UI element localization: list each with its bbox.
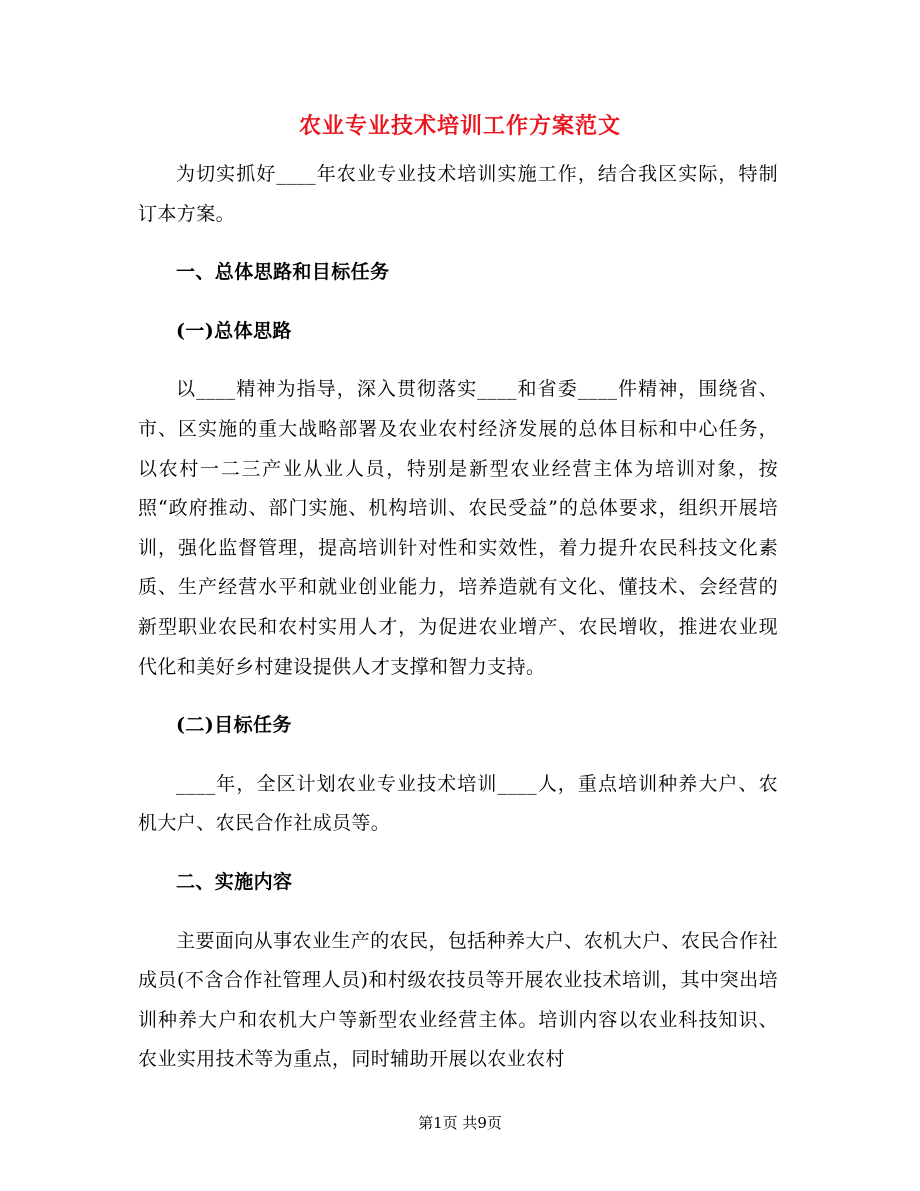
section-heading-1: 一、总体思路和目标任务 xyxy=(176,261,390,284)
document-body xyxy=(138,155,778,1080)
body-paragraph: ____年，全区计划农业专业技术培训____人，重点培训种养大户、农机大户、农民合作社成员等。 xyxy=(138,772,778,835)
subsection-heading-2: (二)目标任务 xyxy=(176,714,292,737)
document-title: 农业专业技术培训工作方案范文 xyxy=(298,113,621,139)
intro-paragraph: 为切实抓好____年农业专业技术培训实施工作，结合我区实际，特制订本方案。 xyxy=(138,163,778,225)
section-heading-2: 二、实施内容 xyxy=(176,870,293,893)
body-paragraph: 主要面向从事农业生产的农民，包括种养大户、农机大户、农民合作社成员(不含合作社管理人员)和村级农技员等开展农业技术培训，其中突出培训种养大户和农机大户等新型农业经营主体。培训内容以农业科技知识、农业实用技术等为重点，同时辅助开展以农业农村 xyxy=(138,929,778,1071)
page-footer: 第1页 共9页 xyxy=(418,1114,502,1132)
subsection-heading-1: (一)总体思路 xyxy=(176,319,292,342)
body-paragraph: 以____精神为指导，深入贯彻落实____和省委____件精神，围绕省、市、区实施的重大战略部署及农业农村经济发展的总体目标和中心任务，以农村一二三产业从业人员，特别是新型农业经营主体为培训对象，按照“政府推动、部门实施、机构培训、农民受益”的总体要求，组织开展培训，强化监督管理，提高培训针对性和实效性，着力提升农民科技文化素质、生产经营水平和就业创业能力，培养造就有文化、懂技术、会经营的新型职业农民和农村实用人才，为促进农业增产、农民增收，推进农业现代化和美好乡村建设提供人才支撑和智力支持。 xyxy=(138,378,778,678)
